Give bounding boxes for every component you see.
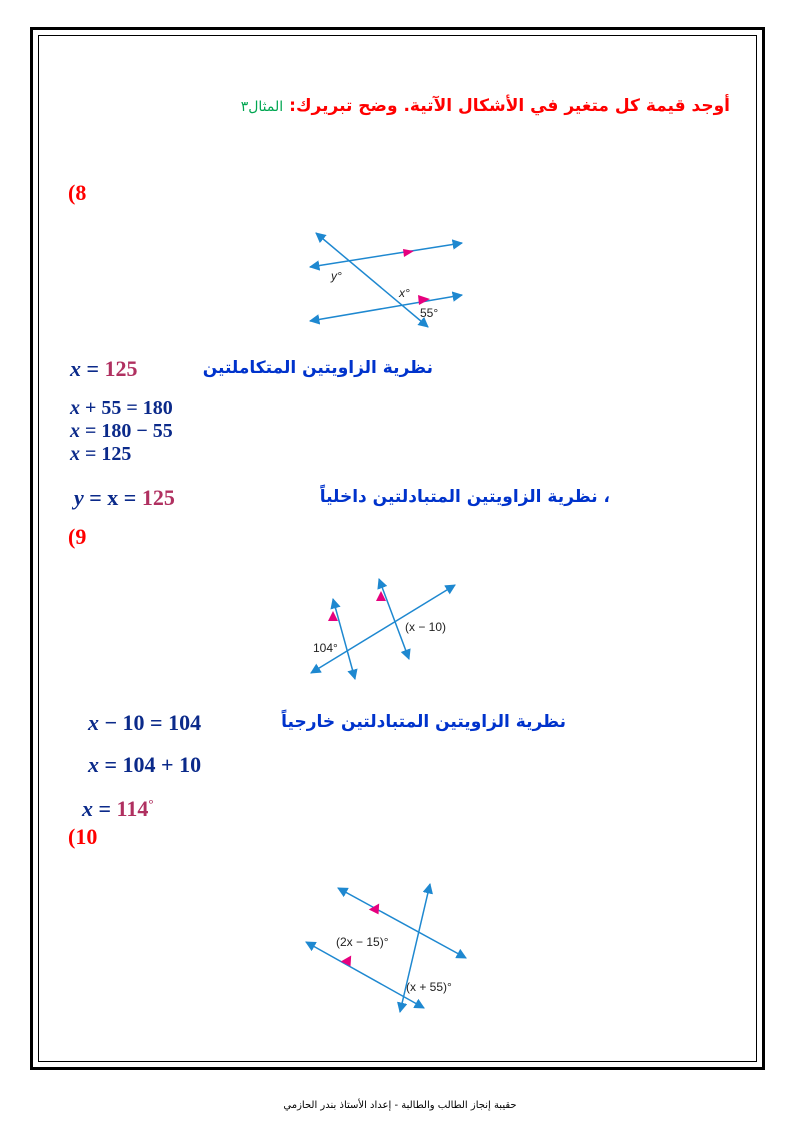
parallel-marker-bottom bbox=[341, 956, 356, 970]
reason-alternate-exterior: نظرية الزاويتين المتبادلتين خارجياً bbox=[281, 712, 566, 732]
heading-text: أوجد قيمة كل متغير في الأشكال الآتية. وضح تبريرك: bbox=[289, 96, 730, 116]
parallel-line-bottom bbox=[306, 942, 424, 1008]
step-3: x = 114° bbox=[82, 796, 154, 821]
work-line-3: x = 125 bbox=[70, 443, 132, 465]
reason-alternate-interior: ، نظرية الزاويتين المتبادلتين داخلياً bbox=[319, 487, 610, 507]
step-1: x − 10 = 104 bbox=[88, 710, 202, 735]
parallel-line-bottom bbox=[310, 295, 462, 321]
work-line-2: x = 180 − 55 bbox=[70, 420, 173, 442]
parallel-line-right bbox=[379, 579, 409, 659]
problem-10-number: (10 bbox=[68, 824, 98, 849]
parallel-marker-bottom bbox=[418, 295, 430, 305]
step-2: x = 104 + 10 bbox=[88, 752, 202, 777]
figure-9 bbox=[305, 575, 480, 685]
work-line-1: x + 55 = 180 bbox=[70, 397, 173, 419]
problem-8-number: (8 bbox=[68, 180, 87, 205]
label-104: 104° bbox=[313, 641, 338, 655]
label-x-plus-55: (x + 55)° bbox=[406, 980, 452, 994]
figure-10 bbox=[300, 880, 485, 1015]
result-x-125: x = 125 bbox=[70, 356, 138, 381]
figure-8 bbox=[300, 225, 475, 330]
result-y: y = x = 125 bbox=[74, 485, 175, 510]
label-55: 55° bbox=[420, 306, 439, 320]
problem-9-number: (9 bbox=[68, 524, 87, 549]
label-x-minus-10: (x − 10) bbox=[405, 620, 447, 634]
label-x: x° bbox=[399, 286, 410, 300]
footer: حقيبة إنجاز الطالب والطالبة - إعداد الأستاذ بندر الحازمي bbox=[283, 1100, 517, 1111]
label-y: y° bbox=[331, 269, 342, 283]
heading bbox=[241, 96, 730, 116]
example-ref: المثال٣ bbox=[240, 99, 284, 115]
reason-supplementary: نظرية الزاويتين المتكاملتين bbox=[202, 358, 433, 378]
label-2x-minus-15: (2x − 15)° bbox=[336, 935, 389, 949]
parallel-line-left bbox=[333, 599, 355, 679]
